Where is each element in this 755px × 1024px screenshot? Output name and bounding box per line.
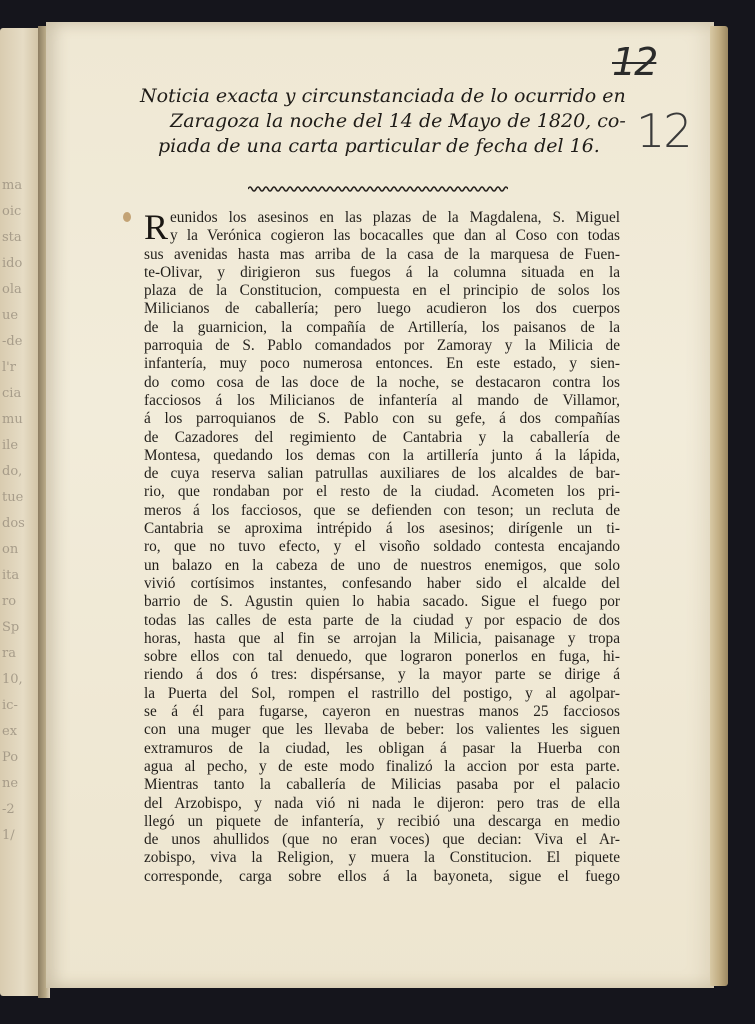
- body-line: la Puerta del Sol, rompen el rastrillo del postigo, y al agolpar-: [144, 684, 620, 702]
- left-page-text-fragment: oic: [2, 204, 22, 219]
- body-line: ro, que no tuvo efecto, y el visoño soldado contesta encajando: [144, 538, 620, 556]
- title-line: Noticia exacta y circunstanciada de lo ocurrido en: [140, 85, 626, 107]
- body-line: del Arzobispo, y nada vió ni nada le dijeron: pero tras de ella: [144, 794, 620, 812]
- left-page-text-fragment: ic-: [2, 698, 18, 713]
- body-line: horas, hasta que al fin se arrojan la Milicia, paisanage y tropa: [144, 629, 620, 647]
- decorative-rule: [248, 184, 508, 194]
- body-line: facciosos á los Milicianos de infantería al mando de Villamor,: [144, 391, 620, 409]
- left-page-text-fragment: ola: [2, 282, 22, 297]
- body-line: vivió cortísimos instantes, confesando haber sido el alcalde del: [144, 574, 620, 592]
- left-page-text-fragment: do,: [2, 464, 23, 479]
- body-line: meros á los facciosos, que se defienden con teson; un recluta de: [144, 501, 620, 519]
- body-line: zobispo, viva la Religion, y muera la Constitucion. El piquete: [144, 849, 620, 867]
- body-line: parroquia de S. Pablo comandados por Zamoray y la Milicia de: [144, 337, 620, 355]
- body-line: agua al pecho, y de este modo finalizó la accion por esta parte.: [144, 757, 620, 775]
- body-line: de cuya reserva salian patrullas auxiliares de los alcaldes de bar-: [144, 465, 620, 483]
- left-page-text-fragment: ra: [2, 646, 16, 661]
- body-line: Mientras tanto la caballería de Milicias pasaba por el palacio: [144, 776, 620, 794]
- document-title: [140, 84, 626, 159]
- body-line: extramuros de la ciudad, les obligan á pasar la Huerba con: [144, 739, 620, 757]
- body-line: eunidos los asesinos en las plazas de la Magdalena, S. Miguel: [170, 209, 620, 226]
- left-page-text-fragment: ile: [2, 438, 19, 453]
- left-page-text-fragment: l'r: [2, 360, 16, 375]
- body-line: llegó un piquete de infantería, y recibió una descarga en medio: [144, 812, 620, 830]
- body-line: plaza de la Constitucion, compuesta en el principio de solos los: [144, 282, 620, 300]
- body-text: [144, 209, 620, 886]
- left-page-text-fragment: 1/: [2, 828, 15, 843]
- left-page-text-fragment: on: [2, 542, 19, 557]
- body-line: Milicianos de caballería; pero luego acudieron los dos cuerpos: [144, 300, 620, 318]
- body-line: sobre ellos con tal denuedo, que lograron ponerlos en fuga, hi-: [144, 648, 620, 666]
- body-line: barrio de S. Agustin quien lo habia sacado. Sigue el fuego por: [144, 593, 620, 611]
- left-page-text-fragment: ne: [2, 776, 19, 791]
- title-line: Zaragoza la noche del 14 de Mayo de 1820, co-: [170, 110, 626, 132]
- left-page-text-fragment: ro: [2, 594, 17, 609]
- body-line: Cantabria se aproxima intrépido á los asesinos; dirígenle un ti-: [144, 520, 620, 538]
- body-line: á los parroquianos de S. Pablo con su gefe, á dos compañías: [144, 410, 620, 428]
- body-line: infantería, muy poco numerosa entonces. En este estado, y sien-: [144, 355, 620, 373]
- left-page-text-fragment: ido: [2, 256, 23, 271]
- left-page-text-fragment: ue: [2, 308, 19, 323]
- body-line: do como cosa de las doce de la noche, se destacaron contra los: [144, 373, 620, 391]
- left-page-text-fragment: tue: [2, 490, 24, 505]
- folio-number-crossed: 12: [612, 40, 657, 84]
- paper-stain: [123, 212, 131, 222]
- body-line: y la Verónica cogieron las bocacalles que dan al Coso con todas: [170, 227, 620, 245]
- left-page-text-fragment: ex: [2, 724, 18, 739]
- body-line: de unos ahullidos (que no eran voces) que decian: Viva el Ar-: [144, 831, 620, 849]
- drop-cap: R: [144, 207, 169, 247]
- left-page-text-fragment: ma: [2, 178, 23, 193]
- body-line: sus avenidas hasta mas arriba de la casa de la marquesa de Fuen-: [144, 245, 620, 263]
- body-line: Montesa, quedando los demas con la artillería junto á la lápida,: [144, 446, 620, 464]
- body-line: con una muger que les llevaba de beber: los valientes les siguen: [144, 721, 620, 739]
- body-line: de la guarnicion, la compañía de Artillería, los paisanos de la: [144, 318, 620, 336]
- left-page-text-fragment: -de: [2, 334, 23, 349]
- left-page-text-fragment: 10,: [2, 672, 23, 687]
- folio-number: 12: [636, 104, 691, 158]
- body-line: rio, que rondaban por el resto de la ciudad. Acometen los pri-: [144, 483, 620, 501]
- left-page-text-fragment: cia: [2, 386, 22, 401]
- body-line: corresponde, carga sobre ellos á la bayoneta, sigue el fuego: [144, 867, 620, 885]
- left-page-text-fragment: ita: [2, 568, 20, 583]
- body-line: un balazo en la cabeza de uno de nuestros enemigos, que solo: [144, 556, 620, 574]
- body-line: se á él para fugarse, cayeron en nuestras manos 25 facciosos: [144, 703, 620, 721]
- left-page-text-fragment: Po: [2, 750, 19, 765]
- page-edge-stack: [710, 26, 728, 986]
- body-line: de Cazadores del regimiento de Cantabria y la caballería de: [144, 428, 620, 446]
- left-page-text-fragment: mu: [2, 412, 23, 427]
- body-line: todas las calles de esta parte de la ciudad y por espacio de dos: [144, 611, 620, 629]
- left-page-text-fragment: dos: [2, 516, 25, 531]
- body-line: riendo á dos ó tres: dispérsanse, y la mayor parte se dirige á: [144, 666, 620, 684]
- body-line: te-Olivar, y dirigieron sus fuegos á la columna situada en la: [144, 263, 620, 281]
- left-page-text-fragment: Sp: [2, 620, 20, 635]
- title-line: piada de una carta particular de fecha del 16.: [158, 135, 600, 157]
- left-page-text-fragment: sta: [2, 230, 22, 245]
- left-page-text-fragment: -2: [2, 802, 15, 817]
- left-facing-page: [0, 28, 42, 996]
